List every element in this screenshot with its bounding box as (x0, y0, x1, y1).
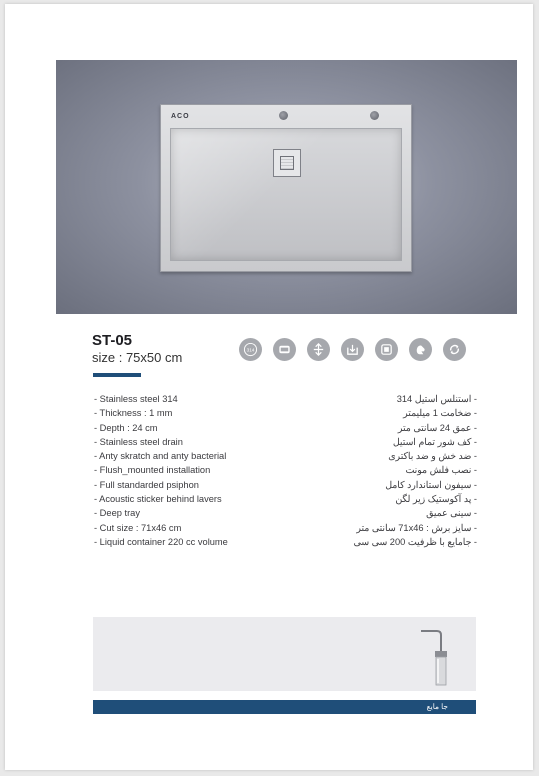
sink-bowl-icon (273, 338, 296, 361)
spec-item: - Acoustic sticker behind lavers (94, 494, 222, 505)
sink-image (160, 104, 412, 272)
dispenser-hole (370, 111, 379, 120)
spec-item: - Depth : 24 cm (94, 422, 158, 433)
install-icon (341, 338, 364, 361)
brochure-page (5, 4, 533, 770)
steel-314-label: 314 (246, 347, 255, 353)
sink-brand-logo: ACO (171, 113, 190, 120)
feature-icons (239, 338, 466, 364)
spec-item: - پد آکوستیک زیر لگن (395, 494, 477, 505)
specs-english (94, 392, 228, 549)
spec-item: - Stainless steel drain (94, 436, 183, 447)
hand-care-icon (409, 338, 432, 361)
sink-bowl (170, 128, 402, 261)
spec-item: - Liquid container 220 cc volume (94, 536, 228, 547)
spec-item: - جامایع با ظرفیت 200 سی سی (353, 536, 477, 547)
spec-item: - Cut size : 71x46 cm (94, 522, 182, 533)
product-size: size : 75x50 cm (92, 350, 183, 365)
spec-item: - سینی عمیق (426, 508, 477, 519)
specs-persian (310, 392, 477, 549)
spec-item: - نصب فلش مونت (405, 465, 477, 476)
spec-item: - Flush_mounted installation (94, 465, 211, 476)
spec-item: - Deep tray (94, 508, 140, 519)
spec-item: - ضد خش و ضد باکتری (388, 451, 477, 462)
drain (273, 149, 301, 177)
product-photo (56, 60, 517, 314)
drain-square-icon (375, 338, 398, 361)
spec-item: - Anty skratch and anty bacterial (94, 451, 227, 462)
spec-item: - Stainless steel 314 (94, 394, 178, 404)
soap-dispenser-image (411, 625, 451, 689)
spec-item: - Thickness : 1 mm (94, 408, 173, 419)
accessory-panel (93, 617, 476, 691)
recycle-icon (443, 338, 466, 361)
spec-item: - استنلس استیل 314 (396, 394, 477, 404)
drain-depth-icon (307, 338, 330, 361)
accessory-label: جا مایع (426, 702, 448, 711)
spec-item: - کف شور تمام استیل (392, 436, 477, 447)
spec-item: - سیفون استاندارد کامل (385, 479, 477, 490)
spec-item: - Full standarded psiphon (94, 479, 199, 490)
steel-314-icon (239, 338, 262, 361)
tap-hole (279, 111, 288, 120)
spec-item: - ضخامت 1 میلیمتر (403, 408, 477, 419)
spec-item: - عمق 24 سانتی متر (397, 422, 477, 433)
accent-divider (93, 373, 141, 377)
product-model: ST-05 (92, 332, 133, 349)
accessory-caption-bar (93, 700, 476, 714)
spec-item: - سایز برش : 71x46 سانتی متر (356, 522, 477, 533)
